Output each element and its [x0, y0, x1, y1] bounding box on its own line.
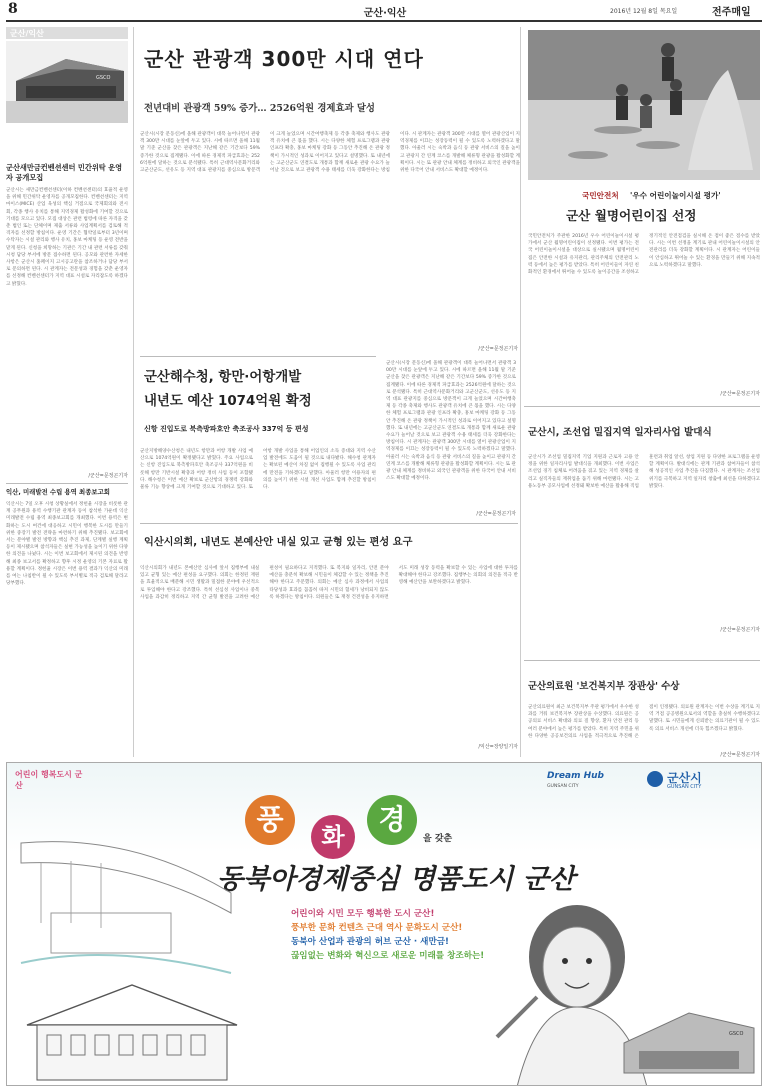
- harbor-sketch: [11, 803, 241, 1003]
- iksan-body: 익산시의회가 내년도 본예산안 심사에 앞서 집행부에 내실 있고 균형 있는 예산 편성을 요구했다. 의회는 한정된 재원을 효율적으로 배분해 시민 생활과 밀접한 분야에 우선적으로 투입해야 한다고 강조했다. 특히 선심성 사업이나 중복 사업을 과감히 정리하고 지역 간 균형 발전을 고려한 예산 편성이 필요하다고 지적했다. 또 복지와 일자리, 안전 분야 예산을 충분히 확보해 시민들이 체감할 수 있는 정책을 추진해야 한다고 주문했다. 의회는 예산 심사 과정에서 사업의 타당성과 효과를 꼼꼼히 따져 시민의 혈세가 낭비되지 않도록 하겠다는 방침이다. 의원들은 또 재정 건전성을 유지하면서도 미래 성장 동력을 확보할 수 있는 사업에 대한 투자를 확대해야 한다고 강조했다. 집행부는 의회의 의견을 적극 반영해 예산안을 보완하겠다고 밝혔다.: [140, 566, 518, 600]
- right-mid-body: 군산시가 조선업 밀집지역 기업 지원과 근로자 고용 안정을 위한 일자리사업 발대식을 개최했다. 이번 사업은 조선업 경기 침체로 어려움을 겪고 있는 지역 경제를 살리고 실직자들의 재취업을 돕기 위해 마련됐다. 시는 고용노동부 공모사업에 선정돼 확보한 예산을 활용해 직업훈련과 취업 알선, 창업 지원 등 다양한 프로그램을 운영할 계획이다. 발대식에는 관계 기관과 참여자들이 참석해 성공적인 사업 추진을 다짐했다. 시 관계자는 조선업 위기를 극복하고 지역 일자리 창출에 최선을 다하겠다고 밝혔다.: [528, 455, 760, 489]
- ad-line-2: 풍부한 문화 컨텐츠 근대 역사 문화도시 군산!: [291, 923, 463, 933]
- sidebar-label: [6, 27, 128, 39]
- column-rule-2: [520, 27, 521, 757]
- mid-byline: /군산=문정곤기자: [476, 511, 516, 517]
- sidebar-title: 군산새만금컨벤션센터 민간위탁 운영자 공개모집: [6, 163, 123, 182]
- right-bottom-byline: /군산=문정곤기자: [720, 752, 760, 758]
- sidebar-article2-body: 익산시는 7일 오후 시청 상황실에서 정헌율 시장을 비롯한 관계 공무원과 용역 수행기관 관계자 등이 참석한 가운데 익산 미래발전 수립 용역 최종보고회를 개최했다. 이번 용역은 변화하는 도시 여건에 대응하고 시민이 행복한 도시를 만들기 위한 중장기 발전 전략을 마련하기 위해 추진됐다. 보고회에서는 분야별 발전 방향과 핵심 추진 과제, 단계별 실행 계획 등이 제시됐으며 참석자들은 실현 가능성을 높이기 위한 다양한 의견을 나눴다. 시는 이번 보고회에서 제시된 의견을 반영해 최종 보고서를 확정하고 향후 시정 운영의 기본 자료로 활용할 계획이다. 정헌율 시장은 이번 용역 결과가 익산의 미래를 여는 나침반이 될 수 있도록 부서별로 적극 검토해 달라고 당부했다.: [6, 502, 128, 587]
- ad-line-3: 동북아 산업과 관광의 허브 군산 · 새만금!: [291, 937, 449, 947]
- lead-body-columns: [140, 131, 520, 351]
- mid-headline-line1: 군산해수청, 항만·어항개발: [144, 370, 302, 385]
- mid-headline-line2: 내년도 예산 1074억원 확정: [144, 394, 312, 409]
- ad-main-slogan: 동북아경제중심 명품도시 군산: [217, 864, 575, 895]
- right-top-tag: 국민안전처: [582, 191, 619, 200]
- right-mid-byline: /군산=문정곤기자: [720, 627, 760, 633]
- dream-hub-logo: [547, 769, 637, 797]
- dream-hub-text: Dream Hub: [547, 771, 604, 781]
- iksan-article: [140, 527, 518, 757]
- circle-3-text: 경: [378, 803, 406, 836]
- right-bottom-headline: 군산의료원 '보건복지부 장관상' 수상: [528, 681, 680, 692]
- lead-headline: 군산 관광객 300만 시대 연다: [144, 47, 424, 71]
- playground-graphic: [528, 30, 760, 180]
- sidebar-article2-title: 익산, 미래발전 수립 용역 최종보고회: [6, 488, 110, 496]
- city-advertisement: [6, 762, 762, 1086]
- gunsan-city-brand: [647, 769, 757, 797]
- old-building-sketch: [7, 975, 257, 1085]
- paper-name: 전주매일: [712, 7, 751, 18]
- mid-subheadline: 신항 진입도로 북측방파호안 축조공사 337억 등 편성: [144, 425, 309, 433]
- circle-2-text: 화: [321, 823, 345, 851]
- brand-name-en: GUNSAN CITY: [667, 784, 702, 790]
- lead-article: [140, 27, 520, 357]
- ad-circle-3: [367, 795, 417, 845]
- convention-center-sketch: [619, 973, 759, 1083]
- sidebar-divider: [6, 483, 128, 484]
- right-top-headline: 군산 월명어린이집 선정: [566, 208, 697, 223]
- lead-body: 군산시(시장 문동신)에 올해 관광객이 대폭 늘어나면서 관광객 300만 시대를 눈앞에 두고 있다. 시에 따르면 올해 11월 말 기준 군산을 찾은 관광객은 지난해 같은 기간보다 59% 증가한 것으로 집계됐다. 이에 따른 경제적 파급효과는 2526억원에 달하는 것으로 분석됐다. 특히 근대역사문화거리와 고군산군도, 선유도 등 지역 대표 관광지를 중심으로 방문객이 크게 늘었으며 시간여행축제 등 각종 축제와 행사도 관광객 유치에 큰 몫을 했다. 시는 다양한 체험 프로그램과 관광 인프라 확충, 홍보 마케팅 강화 등 그동안 추진해 온 관광 정책이 가시적인 성과로 이어지고 있다고 설명했다. 또 내년에는 고군산군도 연결도로 개통과 함께 새로운 관광 수요가 늘어날 것으로 보고 관광객 수용 태세를 더욱 강화한다는 방침이다. 시 관계자는 관광객 300만 시대를 열어 관광산업이 지역경제를 이끄는 성장동력이 될 수 있도록 노력하겠다고 말했다. 아울러 시는 숙박과 음식 등 관광 서비스의 질을 높이고 관광지 간 연계 코스를 개발해 체류형 관광을 활성화할 계획이다. 시는 또 관광 안내 체계를 정비하고 외국인 관광객을 위한 다국어 안내 서비스도 확대할 예정이다.: [140, 132, 520, 174]
- lead-continuation: 군산시(시장 문동신)에 올해 관광객이 대폭 늘어나면서 관광객 300만 시대를 눈앞에 두고 있다. 시에 따르면 올해 11월 말 기준 군산을 찾은 관광객은 지난해 같은 기간보다 59% 증가한 것으로 집계됐다. 이에 따른 경제적 파급효과는 2526억원에 달하는 것으로 분석됐다. 특히 근대역사문화거리와 고군산군도, 선유도 등 지역 대표 관광지를 중심으로 방문객이 크게 늘었으며 시간여행축제 등 각종 축제와 행사도 관광객 유치에 큰 몫을 했다. 시는 다양한 체험 프로그램과 관광 인프라 확충, 홍보 마케팅 강화 등 그동안 추진해 온 관광 정책이 가시적인 성과로 이어지고 있다고 설명했다. 또 내년에는 고군산군도 연결도로 개통과 함께 새로운 관광 수요가 늘어날 것으로 보고 관광객 수용 태세를 더욱 강화한다는 방침이다. 시 관계자는 관광객 300만 시대를 열어 관광산업이 지역경제를 이끄는 성장동력이 될 수 있도록 노력하겠다고 말했다. 아울러 시는 숙박과 음식 등 관광 서비스의 질을 높이고 관광지 간 연계 코스를 개발해 체류형 관광을 활성화할 계획이다. 시는 또 관광 안내 체계를 정비하고 외국인 관광객을 위한 다국어 안내 서비스도 확대할 예정이다.: [386, 361, 516, 482]
- right-top-body: 국민안전처가 주관한 2016년 우수 어린이놀이시설 평가에서 군산 월명어린이집이 선정됐다. 이번 평가는 전국 어린이놀이시설을 대상으로 실시됐으며 월명어린이집은 안전한 시설과 유지관리, 관리주체의 안전관리 노력 등에서 높은 평가를 받았다. 특히 어린이들이 자연 친화적인 환경에서 뛰어놀 수 있도록 놀이공간을 조성하고 정기적인 안전점검을 실시해 온 점이 좋은 점수를 받았다. 시는 이번 선정을 계기로 관내 어린이놀이시설의 안전관리를 더욱 강화할 계획이다. 시 관계자는 어린이들이 안심하고 뛰어놀 수 있는 환경을 만들기 위해 지속적으로 노력하겠다고 말했다.: [528, 234, 760, 276]
- column-rule-1: [133, 27, 134, 757]
- ad-line-4: 끊임없는 변화와 혁신으로 새로운 미래를 창조하는!: [291, 951, 485, 961]
- sidebar-label-text: 군산/익산: [10, 29, 44, 38]
- right-top-body-columns: [528, 233, 760, 393]
- ad-circle-2: [311, 815, 355, 859]
- photo-building-label: GSCO: [96, 75, 111, 81]
- ad-building-label: GSCO: [729, 1031, 744, 1037]
- ad-top-left-slogan: 어린이 행복도시 군산: [15, 770, 83, 790]
- playground-photo: [528, 30, 760, 180]
- ad-circle-1: [245, 795, 295, 845]
- sidebar-body: 군산시는 새만금컨벤션센터(이하 컨벤션센터)의 효율적 운영을 위해 민간위탁 운영자를 공개모집한다. 컨벤션센터는 지역 마이스(MICE) 산업 육성의 핵심 거점으로 국제회의와 전시회, 각종 행사 유치를 통해 지역경제 활성화에 기여할 것으로 기대를 모으고 있다. 모집 대상은 관련 법령에 따른 자격을 갖춘 법인 또는 단체이며 제출 서류와 사업계획서를 검토해 적격자를 선정할 방침이다. 운영 기간은 협약일로부터 3년이며 수탁자는 시설 관리와 행사 유치, 홍보 마케팅 등 운영 전반을 맡게 된다. 신청을 희망하는 기관은 기간 내 관련 서류를 갖춰 시청 담당 부서에 방문 접수하면 된다. 공모와 관련한 자세한 사항은 군산시 홈페이지 고시공고란을 참조하거나 담당 부서로 문의하면 된다. 시 관계자는 전문성과 경험을 갖춘 운영자를 선정해 컨벤션센터가 지역 대표 시설로 자리잡도록 하겠다고 밝혔다.: [6, 188, 128, 287]
- right-mid-headline: 군산시, 조선업 밀집지역 일자리사업 발대식: [528, 427, 712, 438]
- lead-subheadline: 전년대비 관광객 59% 증가… 2526억원 경제효과 달성: [144, 103, 375, 114]
- mid-body: 군산지방해양수산청은 내년도 항만과 어항 개발 사업 예산으로 1074억원이 확정됐다고 밝혔다. 주요 사업으로는 신항 진입도로 북측방파호안 축조공사 337억원을 비롯해 항만 기반시설 확충과 어항 정비 사업 등이 포함됐다. 해수청은 이번 예산 확보로 군산항의 경쟁력 강화와 물류 기능 향상에 크게 기여할 것으로 기대하고 있다. 또 어항 개발 사업을 통해 어업인의 소득 증대와 지역 수산업 발전에도 도움이 될 것으로 내다봤다. 해수청 관계자는 확보된 예산이 차질 없이 집행될 수 있도록 사업 관리에 만전을 기하겠다고 말했다. 아울러 항만 이용자의 편의를 높이기 위한 시설 개선 사업도 함께 추진할 방침이다.: [140, 449, 376, 491]
- right-bottom-body-columns: [528, 704, 760, 752]
- right-bottom-body: 군산의료원이 최근 보건복지부 주관 평가에서 우수한 성과를 거둬 보건복지부 장관상을 수상했다. 의료원은 공공의료 서비스 확대와 의료 질 향상, 환자 안전 관리 등 여러 분야에서 높은 평가를 받았다. 특히 지역 주민을 위한 다양한 공공보건의료 사업을 적극적으로 추진해 온 점이 인정됐다. 의료원 관계자는 이번 수상을 계기로 지역 거점 공공병원으로서의 역할을 충실히 수행하겠다고 말했다. 또 시민들에게 신뢰받는 의료기관이 될 수 있도록 의료 서비스 개선에 더욱 힘쓰겠다고 밝혔다.: [528, 705, 760, 739]
- header-rule: [6, 20, 762, 22]
- section-name: 군산·익산: [363, 8, 407, 19]
- iksan-body-columns: [140, 565, 518, 743]
- convention-center-graphic: [6, 41, 128, 123]
- iksan-divider: [140, 523, 518, 524]
- ad-circle-suffix: 을 갖춘: [423, 834, 453, 844]
- right-top-headline-quote: '우수 어린이놀이시설 평가': [630, 191, 721, 200]
- mid-divider-top: [140, 356, 376, 357]
- sidebar-byline: /군산=문정곤기자: [88, 473, 128, 479]
- right-top-byline: /군산=문정곤기자: [720, 391, 760, 397]
- right-mid-body-columns: [528, 454, 760, 634]
- sidebar: [6, 27, 128, 757]
- right-top-article: [524, 30, 764, 403]
- convention-center-photo: [6, 41, 128, 123]
- right-bottom-article: [524, 664, 764, 758]
- issue-date: 2016년 12월 8일 목요일: [610, 8, 678, 15]
- iksan-byline: /익산=장양일기자: [478, 744, 518, 750]
- page-number: 8: [8, 1, 18, 17]
- right-mid-article: [524, 410, 764, 660]
- right-mid-divider: [524, 406, 760, 407]
- brand-name-ko: 군산시: [667, 771, 702, 785]
- mid-body-columns: [140, 448, 376, 514]
- iksan-headline: 익산시의회, 내년도 본예산안 내실 있고 균형 있는 편성 요구: [144, 537, 413, 548]
- page-header: [0, 0, 768, 20]
- right-bottom-divider: [524, 660, 760, 661]
- brand-symbol-icon: [647, 771, 663, 787]
- dream-hub-sub: GUNSAN CITY: [547, 784, 579, 789]
- lead-byline: /군산=문정곤기자: [478, 346, 518, 352]
- circle-1-text: 풍: [256, 803, 284, 836]
- ad-line-1: 어린이와 시민 모두 행복한 도시 군산!: [291, 909, 435, 919]
